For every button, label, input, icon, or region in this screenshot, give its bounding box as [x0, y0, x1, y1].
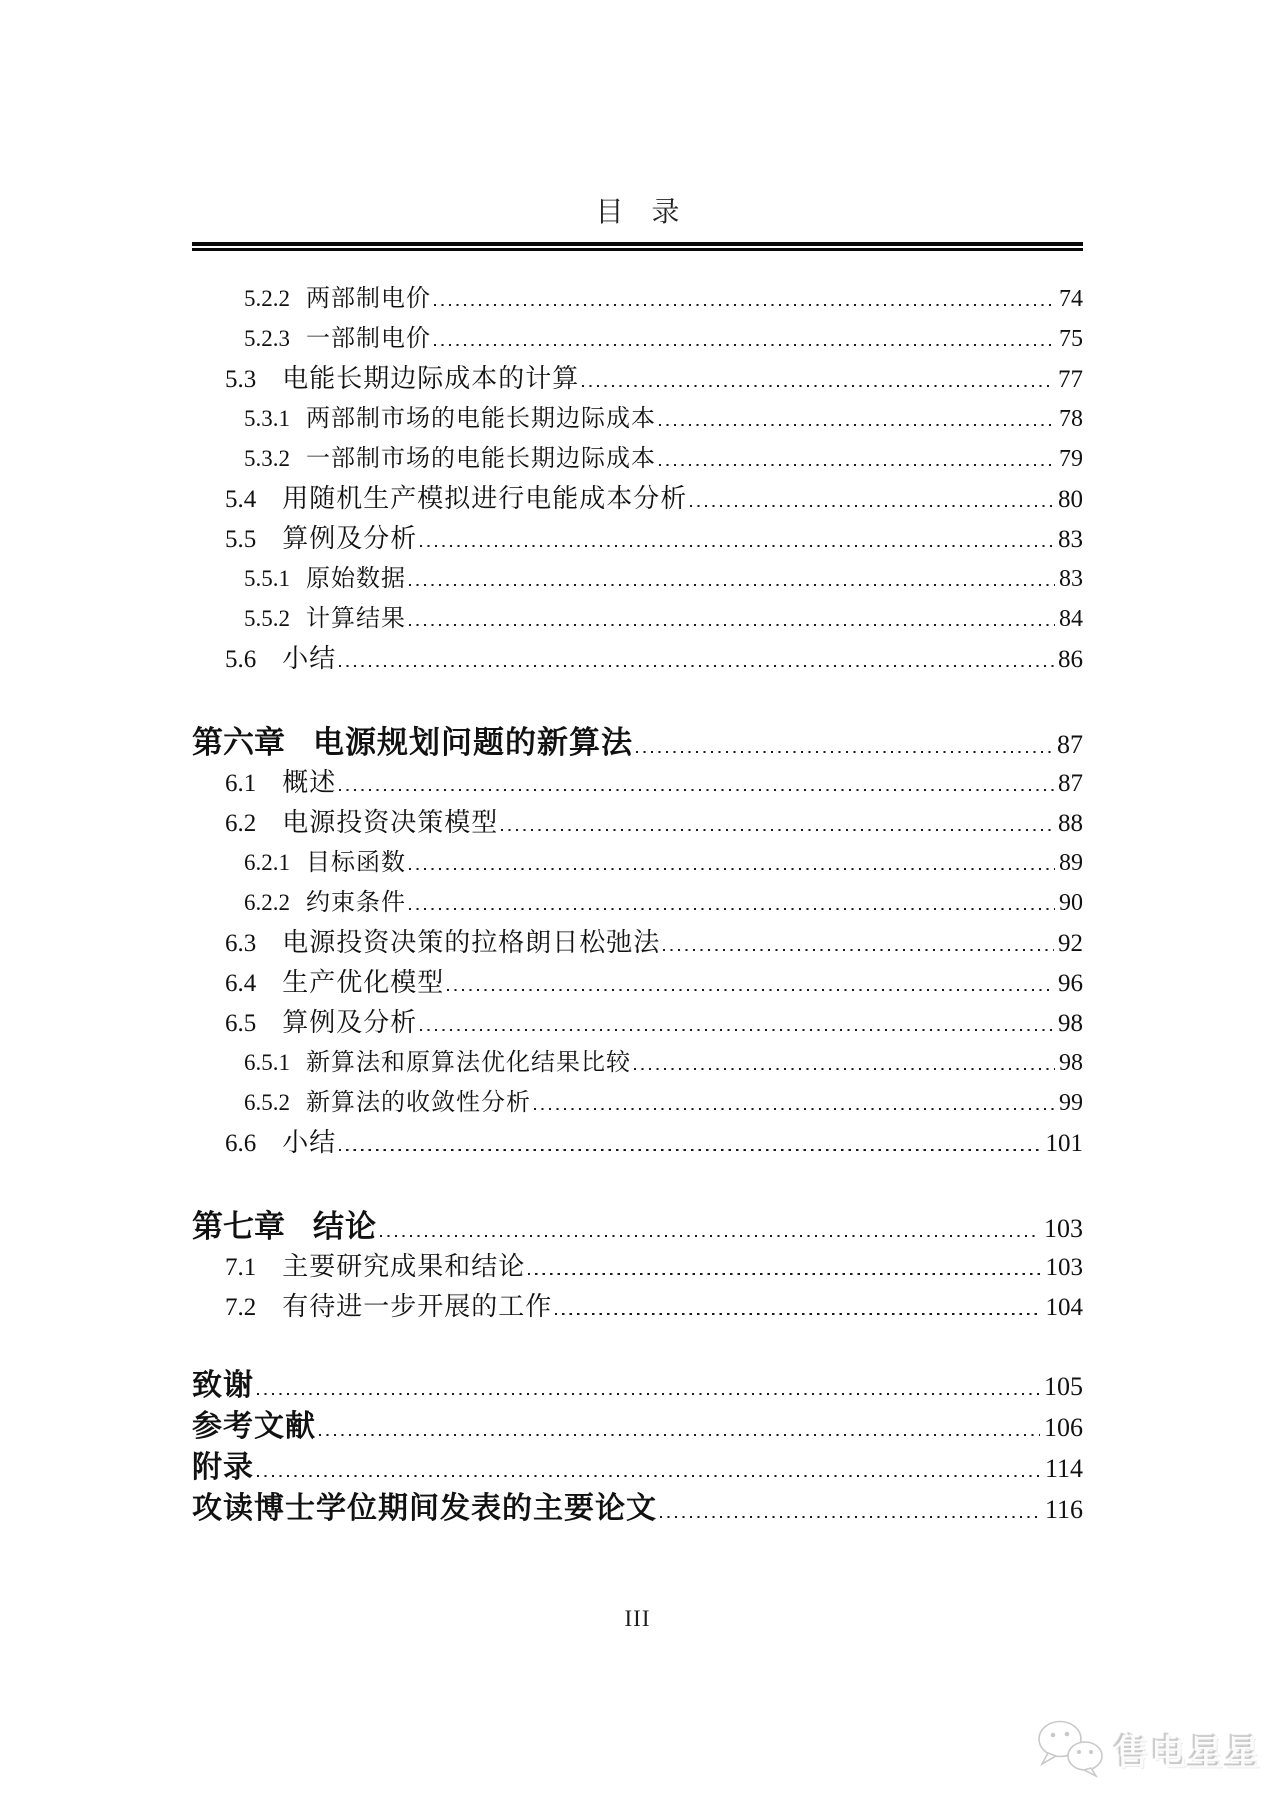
- toc-entry-page: 96: [1058, 970, 1083, 997]
- toc-entry-title: 用随机生产模拟进行电能成本分析: [282, 484, 688, 513]
- leader-dots: [434, 344, 1055, 346]
- toc-entry[interactable]: [192, 877, 1083, 917]
- toc-entry[interactable]: [192, 917, 1083, 957]
- toc-entry-number: 5.4: [225, 486, 257, 513]
- toc-entry-page: 92: [1058, 930, 1083, 957]
- toc-entry[interactable]: [192, 473, 1083, 513]
- leader-dots: [447, 989, 1054, 991]
- toc-entry-page: 87: [1058, 770, 1083, 797]
- toc-entry-number: 5.3.2: [244, 446, 290, 471]
- leader-dots: [659, 424, 1055, 426]
- toc-entry-number: 5.5: [225, 526, 257, 553]
- toc-entry[interactable]: [192, 1037, 1083, 1077]
- toc-entry-title: 概述: [282, 768, 337, 797]
- toc-entry-number: 6.5.1: [244, 1050, 290, 1075]
- toc-entry[interactable]: [192, 633, 1083, 673]
- toc-entry-title: 小结: [282, 1128, 337, 1157]
- watermark: [1036, 1718, 1262, 1783]
- toc-entry-page: 106: [1044, 1413, 1083, 1442]
- toc-entry-page: 105: [1044, 1372, 1083, 1401]
- toc-entry-title: 附录: [192, 1451, 254, 1484]
- leader-dots: [434, 304, 1055, 306]
- watermark-label: 售电星星: [1114, 1733, 1263, 1773]
- toc-content: [192, 0, 1083, 1525]
- toc-entry[interactable]: [192, 837, 1083, 877]
- toc-entry[interactable]: [192, 711, 1083, 760]
- toc-entry[interactable]: [192, 1117, 1083, 1157]
- leader-dots: [659, 464, 1055, 466]
- leader-dots: [319, 1434, 1040, 1436]
- toc-entry-title: 生产优化模型: [282, 968, 445, 997]
- toc-entry-title: 电源规划问题的新算法: [313, 725, 633, 760]
- toc-entry-page: 74: [1059, 286, 1083, 312]
- leader-dots: [380, 1235, 1040, 1237]
- leader-dots: [409, 868, 1055, 870]
- toc-entry-number: 5.3: [225, 366, 257, 393]
- toc-entry-number: 6.3: [225, 930, 257, 957]
- toc-entry-number: 第六章: [192, 725, 285, 760]
- toc-entry[interactable]: [192, 997, 1083, 1037]
- toc-entry-title: 算例及分析: [282, 1008, 418, 1037]
- toc-entry[interactable]: [192, 1478, 1083, 1525]
- toc-entry[interactable]: [192, 1437, 1083, 1484]
- toc-entry-number: 7.1: [225, 1254, 257, 1281]
- toc-entry[interactable]: [192, 313, 1083, 353]
- toc-entry-title: 主要研究成果和结论: [282, 1252, 526, 1281]
- toc-entry-page: 99: [1059, 1090, 1083, 1116]
- toc-entry-number: 6.6: [225, 1130, 257, 1157]
- toc-entry-page: 78: [1059, 406, 1083, 432]
- toc-entry[interactable]: [192, 353, 1083, 393]
- toc-entry-page: 101: [1045, 1130, 1083, 1157]
- toc-entry-title: 参考文献: [192, 1410, 316, 1443]
- toc-entry-page: 80: [1058, 486, 1083, 513]
- toc-entry-page: 79: [1059, 446, 1083, 472]
- leader-dots: [660, 1516, 1041, 1518]
- toc-entry-title: 两部制市场的电能长期边际成本: [306, 406, 656, 432]
- toc-entry-number: 5.2.2: [244, 286, 290, 311]
- leader-dots: [528, 1273, 1041, 1275]
- leader-dots: [339, 789, 1054, 791]
- leader-dots: [409, 908, 1055, 910]
- leader-dots: [257, 1475, 1041, 1477]
- leader-dots: [409, 584, 1055, 586]
- toc-entry-page: 87: [1057, 730, 1083, 759]
- leader-dots: [663, 949, 1054, 951]
- toc-entry-number: 第七章: [192, 1209, 285, 1244]
- toc-entry[interactable]: [192, 553, 1083, 593]
- page-title: 目 录: [595, 197, 680, 228]
- toc-entry-number: 6.2.2: [244, 890, 290, 915]
- toc-entry-title: 一部制电价: [306, 326, 431, 352]
- toc-entry-number: 6.4: [225, 970, 257, 997]
- toc-entry[interactable]: [192, 1355, 1083, 1402]
- toc-entry[interactable]: [192, 1281, 1083, 1321]
- toc-entry-title: 电源投资决策的拉格朗日松弛法: [282, 928, 661, 957]
- toc-entry-page: 77: [1058, 366, 1083, 393]
- leader-dots: [420, 545, 1054, 547]
- leader-dots: [501, 829, 1054, 831]
- toc-entry-page: 103: [1045, 1254, 1083, 1281]
- page-number: III: [624, 1606, 651, 1631]
- toc-entry-title: 新算法的收敛性分析: [306, 1090, 531, 1116]
- toc-entry[interactable]: [192, 1195, 1083, 1244]
- toc-entry-number: 5.5.1: [244, 566, 290, 591]
- toc-entry-title: 原始数据: [306, 566, 406, 592]
- toc-entry-page: 104: [1045, 1294, 1083, 1321]
- toc-entry-title: 电能长期边际成本的计算: [282, 364, 580, 393]
- toc-entry-page: 98: [1059, 1050, 1083, 1076]
- toc-entry-page: 88: [1058, 810, 1083, 837]
- toc-entry-title: 目标函数: [306, 850, 406, 876]
- leader-dots: [555, 1313, 1041, 1315]
- toc-entry-page: 84: [1059, 606, 1083, 632]
- toc-list: [192, 273, 1083, 1525]
- toc-entry[interactable]: [192, 1396, 1083, 1443]
- leader-dots: [409, 624, 1055, 626]
- toc-entry-page: 98: [1058, 1010, 1083, 1037]
- toc-entry[interactable]: [192, 393, 1083, 433]
- toc-entry[interactable]: [192, 1241, 1083, 1281]
- leader-dots: [636, 751, 1053, 753]
- toc-entry-page: 89: [1059, 850, 1083, 876]
- toc-entry-number: 6.1: [225, 770, 257, 797]
- leader-dots: [634, 1068, 1055, 1070]
- toc-entry-title: 算例及分析: [282, 524, 418, 553]
- leader-dots: [582, 385, 1054, 387]
- toc-entry-title: 小结: [282, 644, 337, 673]
- toc-entry-number: 6.5: [225, 1010, 257, 1037]
- leader-dots: [339, 665, 1054, 667]
- toc-entry-title: 结论: [313, 1209, 377, 1244]
- leader-dots: [339, 1149, 1041, 1151]
- toc-entry-title: 约束条件: [306, 890, 406, 916]
- leader-dots: [420, 1029, 1054, 1031]
- toc-entry-page: 114: [1044, 1454, 1083, 1483]
- leader-dots: [257, 1393, 1040, 1395]
- toc-entry-number: 5.5.2: [244, 606, 290, 631]
- toc-entry[interactable]: [192, 797, 1083, 837]
- toc-entry-title: 两部制电价: [306, 286, 431, 312]
- toc-entry-number: 7.2: [225, 1294, 257, 1321]
- toc-entry-title: 一部制市场的电能长期边际成本: [306, 446, 656, 472]
- toc-entry-title: 致谢: [192, 1369, 254, 1402]
- toc-entry-page: 83: [1058, 526, 1083, 553]
- toc-entry[interactable]: [192, 1077, 1083, 1117]
- header-rule: [192, 242, 1083, 251]
- leader-dots: [690, 505, 1054, 507]
- toc-entry[interactable]: [192, 273, 1083, 313]
- toc-entry-number: 5.2.3: [244, 326, 290, 351]
- toc-entry[interactable]: [192, 757, 1083, 797]
- toc-entry-page: 83: [1059, 566, 1083, 592]
- toc-entry-number: 6.5.2: [244, 1090, 290, 1115]
- toc-entry-page: 86: [1058, 646, 1083, 673]
- toc-entry-title: 电源投资决策模型: [282, 808, 499, 837]
- toc-entry-title: 有待进一步开展的工作: [282, 1292, 553, 1321]
- wechat-icon: [1036, 1718, 1106, 1783]
- toc-entry-number: 5.6: [225, 646, 257, 673]
- toc-entry-title: 攻读博士学位期间发表的主要论文: [192, 1492, 657, 1525]
- toc-entry[interactable]: [192, 957, 1083, 997]
- toc-entry-title: 计算结果: [306, 606, 406, 632]
- toc-entry-number: 6.2: [225, 810, 257, 837]
- toc-entry[interactable]: [192, 513, 1083, 553]
- toc-entry-number: 5.3.1: [244, 406, 290, 431]
- toc-entry-page: 75: [1059, 326, 1083, 352]
- leader-dots: [534, 1108, 1055, 1110]
- toc-entry-page: 90: [1059, 890, 1083, 916]
- toc-entry-number: 6.2.1: [244, 850, 290, 875]
- toc-entry[interactable]: [192, 433, 1083, 473]
- toc-entry-page: 103: [1044, 1214, 1083, 1243]
- toc-entry[interactable]: [192, 593, 1083, 633]
- toc-entry-title: 新算法和原算法优化结果比较: [306, 1050, 631, 1076]
- toc-entry-page: 116: [1044, 1495, 1083, 1524]
